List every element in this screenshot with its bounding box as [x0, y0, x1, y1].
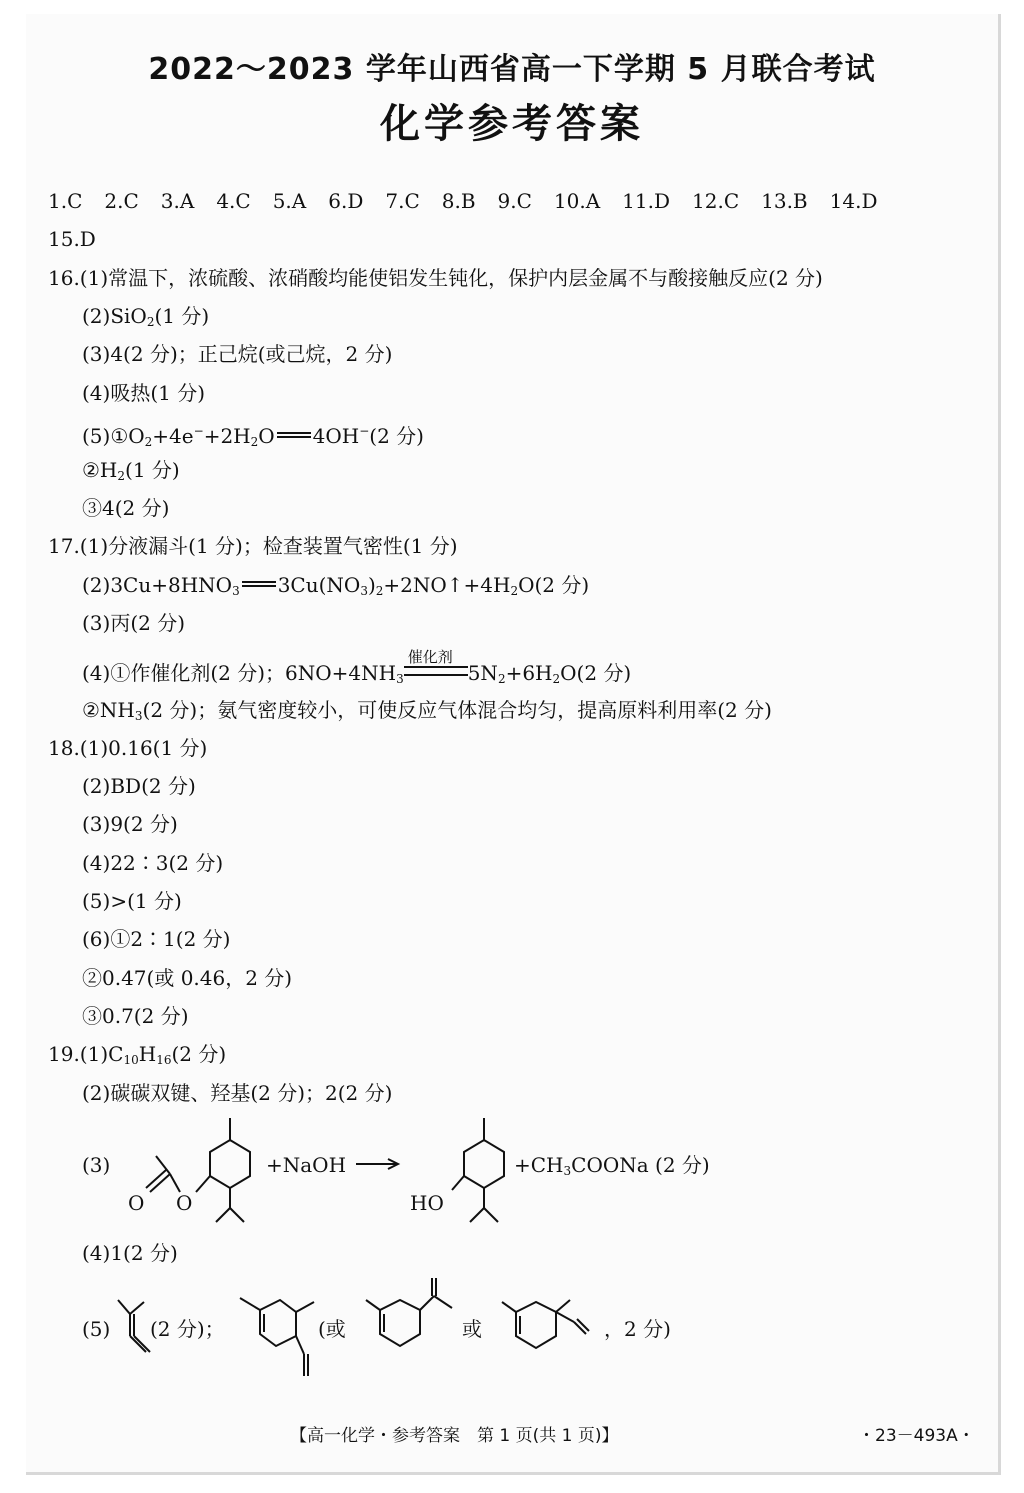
choice-answer: 11.D: [622, 189, 671, 213]
q19-part5-or-2: 或: [462, 1317, 482, 1341]
catalyst-equals-sign: 催化剂: [404, 666, 468, 676]
q19-part2: (2)碳碳双键、羟基(2 分)；2(2 分): [82, 1081, 393, 1105]
q18-part3: (3)9(2 分): [82, 812, 178, 836]
q18-part1: 18.(1)0.16(1 分): [48, 736, 208, 760]
q18-part4: (4)22∶3(2 分): [82, 851, 224, 875]
exam-title: 2022～2023 学年山西省高一下学期 5 月联合考试: [148, 52, 876, 87]
equals-sign: [277, 432, 311, 438]
q16-part5-equation: $(5)①O_2+4e^-+2H_2O$ 4OH−(2 分): [82, 424, 424, 449]
reagent-naoh: +NaOH: [266, 1153, 347, 1177]
cyclohexene-ring: [380, 1300, 420, 1346]
q19-part1: $19.(1)C_{10}H_{16}(2$ 分): [48, 1042, 227, 1067]
q17-part2-equation: $(2)3Cu+8HNO_3$ $3Cu(NO_3)_2+2NO↑+4H_2O(2$ 分): [82, 573, 590, 598]
choice-answer: 10.A: [553, 189, 601, 213]
q18-part6-2: ②0.47(或 0.46，2 分): [82, 966, 293, 990]
q17-part4-2: $②NH_3(2$ 分)；氨气密度较小，可使反应气体混合均匀，提高原料利用率(2 分): [82, 698, 772, 723]
q18-part5: (5)>(1 分): [82, 889, 182, 913]
q16-part4: (4)吸热(1 分): [82, 381, 206, 405]
choice-answer: 15.D: [48, 227, 96, 251]
choice-answer: 2.C: [104, 189, 139, 213]
choice-answer: 1.C: [48, 189, 83, 213]
choice-answer: 7.C: [385, 189, 420, 213]
cyclohexene-ring: [260, 1300, 296, 1346]
q16-part5-3: ③4(2 分): [82, 496, 170, 520]
choice-answer-row: [48, 188, 877, 214]
q16-part3: (3)4(2 分)；正己烷(或己烷，2 分): [82, 342, 393, 366]
q17-part4-equation: (4)①作催化剂(2 分)；$6NO+4NH_3$ 催化剂 $5N_2+6H_2O(2$ 分): [82, 648, 632, 686]
q19-part5-label: (5): [82, 1317, 111, 1341]
product-sodium-acetate: $+CH_3COONa$ (2 分): [514, 1153, 710, 1178]
page-title: 化学参考答案: [380, 101, 644, 147]
q18-part6-3: ③0.7(2 分): [82, 1004, 189, 1028]
choice-answer: 14.D: [829, 189, 878, 213]
choice-answer: 12.C: [692, 189, 740, 213]
document-code: ・23－493A・: [858, 1426, 975, 1446]
choice-answer: 8.B: [441, 189, 476, 213]
q16-part5-2: $②H_2(1$ 分): [82, 458, 180, 483]
equals-sign: [242, 581, 276, 587]
choice-answer: 9.C: [497, 189, 532, 213]
q19-part5-or-1: (或: [318, 1317, 346, 1341]
q19-part4: (4)1(2 分): [82, 1241, 178, 1265]
isomer-structure-1: [232, 1296, 322, 1386]
oxygen-label: O: [176, 1191, 193, 1215]
choice-answer: 13.B: [761, 189, 808, 213]
page-footer: 【高一化学・参考答案 第 1 页(共 1 页)】: [290, 1426, 619, 1446]
q16-part2: (2)SiO$_2$(1 分): [82, 304, 210, 329]
choice-answer: 3.A: [160, 189, 195, 213]
q17-part1: 17.(1)分液漏斗(1 分)；检查装置气密性(1 分): [48, 534, 458, 558]
choice-answer: 5.A: [272, 189, 307, 213]
hydroxyl-label: HO: [410, 1191, 444, 1215]
choice-answer: 6.D: [328, 189, 364, 213]
q19-part3-label: (3): [82, 1153, 111, 1177]
acetyl-methyl-bond: [156, 1156, 170, 1174]
cyclohexene-ring: [516, 1302, 556, 1348]
cyclohexane-ring: [210, 1140, 250, 1188]
q18-part2: (2)BD(2 分): [82, 774, 196, 798]
choice-answer: 4.C: [216, 189, 251, 213]
ester-o-bond: [196, 1176, 210, 1192]
isomer-structure-2: [364, 1276, 460, 1356]
reactant-ester-structure: [120, 1110, 270, 1230]
cyclohexane-ring: [464, 1140, 504, 1188]
q19-part5-score: (2 分)；: [150, 1317, 225, 1341]
q17-part3: (3)丙(2 分): [82, 611, 186, 635]
oxygen-label: O: [128, 1191, 145, 1215]
q16-part1: 16.(1)常温下，浓硫酸、浓硝酸均能使铝发生钝化，保护内层金属不与酸接触反应(2 分): [48, 266, 823, 290]
q19-part5-score-2: ，2 分): [604, 1317, 671, 1341]
isomer-structure-3: [498, 1290, 602, 1360]
product-alcohol-structure: [408, 1110, 518, 1230]
q18-part6-1: (6)①2∶1(2 分): [82, 927, 231, 951]
reaction-arrow: [354, 1158, 404, 1172]
